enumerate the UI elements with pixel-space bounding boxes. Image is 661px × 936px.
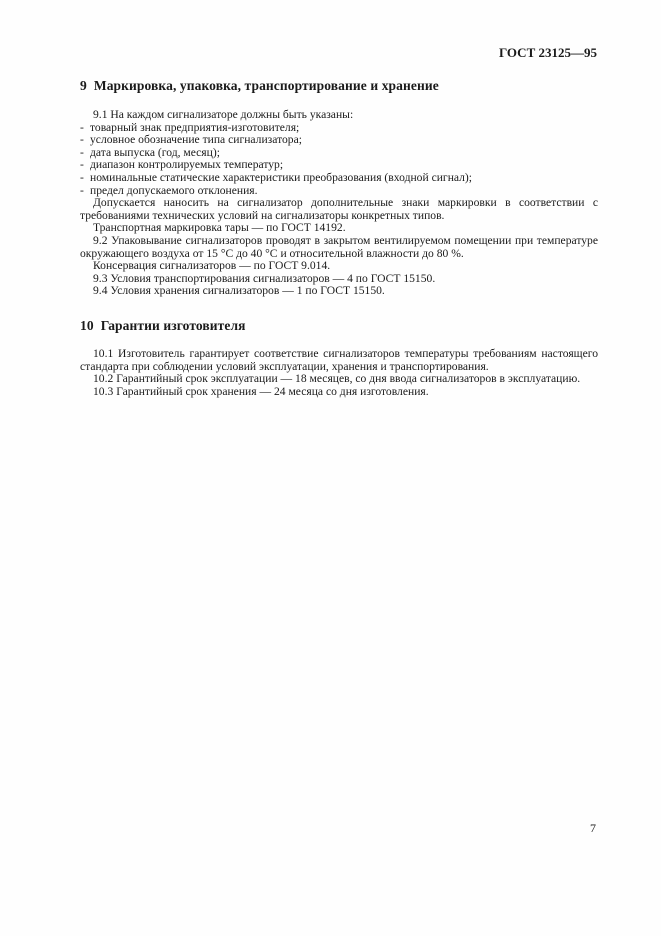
- list-item: - дата выпуска (год, месяц);: [80, 145, 220, 159]
- page-number: 7: [590, 821, 596, 835]
- paragraph-9-3: 9.3 Условия транспортирования сигнализаторов — 4 по ГОСТ 15150.: [93, 271, 436, 285]
- paragraph-10-3: 10.3 Гарантийный срок хранения — 24 месяца со дня изготовления.: [93, 384, 429, 398]
- list-item: - диапазон контролируемых температур;: [80, 158, 284, 172]
- section-9-heading: [80, 78, 439, 94]
- list-item: - номинальные статические характеристики преобразования (входной сигнал);: [80, 170, 473, 184]
- section-number: 9: [80, 78, 87, 93]
- paragraph-additional-marks: Допускается наносить на сигнализатор дополнительные знаки маркировки в соответствии с требованиями технических условий на сигнализаторы конкретных типов.: [80, 196, 598, 222]
- section-10-heading: [80, 318, 246, 334]
- paragraph-10-1: 10.1 Изготовитель гарантирует соответствие сигнализаторов температуры требованиям настоящего стандарта при соблюдении условий эксплуатации, хранения и транспортирования.: [80, 347, 598, 373]
- list-item: - товарный знак предприятия-изготовителя;: [80, 120, 300, 134]
- list-item: - предел допускаемого отклонения.: [80, 183, 258, 197]
- section-title: Маркировка, упаковка, транспортирование и хранение: [93, 78, 439, 93]
- section-number: 10: [80, 318, 94, 333]
- section-title: Гарантии изготовителя: [100, 318, 246, 333]
- standard-code: ГОСТ 23125—95: [498, 45, 597, 60]
- paragraph-9-1: 9.1 На каждом сигнализаторе должны быть указаны:: [93, 108, 354, 121]
- section-9-body: [80, 109, 598, 298]
- paragraph-9-2: 9.2 Упаковывание сигнализаторов проводят в закрытом вентилируемом помещении при температуре окружающего воздуха от 15 °С до 40 °С и относительной влажности до 80 %.: [80, 233, 598, 260]
- paragraph-conservation: Консервация сигнализаторов — по ГОСТ 9.014.: [93, 259, 331, 273]
- list-item: - условное обозначение типа сигнализатора;: [80, 133, 302, 147]
- section-10-body: [80, 348, 598, 398]
- paragraph-9-4: 9.4 Условия хранения сигнализаторов — 1 по ГОСТ 15150.: [93, 284, 385, 298]
- paragraph-10-2: 10.2 Гарантийный срок эксплуатации — 18 месяцев, со дня ввода сигнализаторов в эксплуатацию.: [93, 372, 581, 386]
- paragraph-transport-marking: Транспортная маркировка тары — по ГОСТ 14192.: [93, 221, 346, 235]
